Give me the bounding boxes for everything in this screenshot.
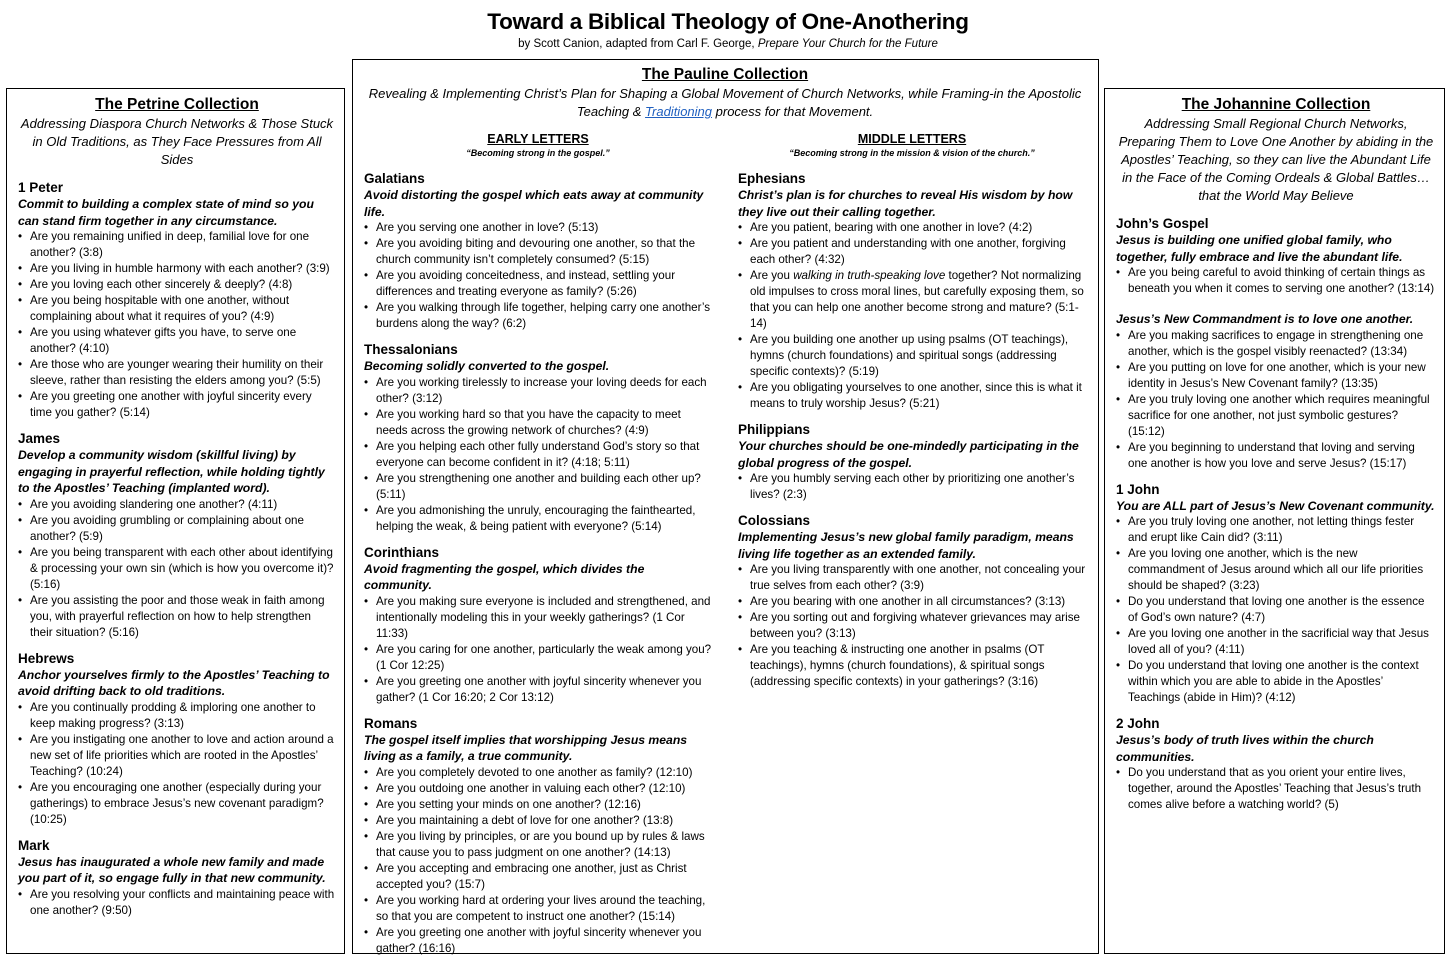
question-item: • Are you teaching & instructing one another in psalms (OT teachings), hymns (church foundations), & spiritual songs (addressing specific contexts) in your gatherings? (3:16) bbox=[738, 642, 1086, 690]
section-description: Avoid distorting the gospel which eats away at community life. bbox=[364, 188, 704, 219]
question-item: • Are you strengthening one another and building each other up? (5:11) bbox=[364, 471, 712, 503]
early-letters-sections bbox=[364, 170, 712, 957]
byline bbox=[0, 38, 1456, 50]
question-item: • Are you walking through life together, helping carry one another’s burdens along the way? (6:2) bbox=[364, 300, 712, 332]
question-item: • Are you putting on love for one another, which is your new identity in Jesus’s New Covenant family? (13:35) bbox=[1116, 360, 1436, 392]
section-heading: James bbox=[18, 431, 61, 446]
question-item: • Are you serving one another in love? (5:13) bbox=[364, 220, 712, 236]
section bbox=[1116, 715, 1436, 813]
question-list bbox=[738, 471, 1086, 503]
question-item: • Are you admonishing the unruly, encouraging the fainthearted, helping the weak, & being patient with everyone? (5:14) bbox=[364, 503, 712, 535]
question-item: • Are you obligating yourselves to one another, since this is what it means to truly worship Jesus? (5:21) bbox=[738, 380, 1086, 412]
question-item: • Do you understand that loving one another is the context within which you are able to abide in the Apostles’ Teachings (abide in Him)? (4:12) bbox=[1116, 658, 1436, 706]
question-list bbox=[364, 765, 712, 957]
question-item: • Are you assisting the poor and those weak in faith among you, with prayerful reflection on how to help strengthen their situation? (5:16) bbox=[18, 593, 336, 641]
question-item: • Are you maintaining a debt of love for one another? (13:8) bbox=[364, 813, 712, 829]
section-heading: Colossians bbox=[738, 513, 811, 528]
section-description: Commit to building a complex state of mind so you can stand firm together in any circumstance. bbox=[18, 197, 314, 228]
question-item: • Are you avoiding biting and devouring one another, so that the church community isn’t completely consumed? (5:15) bbox=[364, 236, 712, 268]
section-heading: Hebrews bbox=[18, 650, 75, 666]
question-item: • Are you greeting one another with joyful sincerity whenever you gather? (16:16) bbox=[364, 925, 712, 957]
section-heading: Ephesians bbox=[738, 171, 806, 186]
section-description: Becoming solidly converted to the gospel. bbox=[364, 359, 610, 373]
section bbox=[364, 715, 712, 957]
section-description: Jesus’s New Commandment is to love one another. bbox=[1116, 312, 1414, 326]
johannine-collection-panel bbox=[1104, 88, 1445, 954]
question-item: • Are you accepting and embracing one another, just as Christ accepted you? (15:7) bbox=[364, 861, 712, 893]
question-item: • Are you patient, bearing with one another in love? (4:2) bbox=[738, 220, 1086, 236]
question-item: • Are you making sure everyone is included and strengthened, and intentionally modeling this in your weekly gatherings? (1 Cor 11:33) bbox=[364, 594, 712, 642]
question-item: • Are you helping each other fully understand God’s story so that everyone can become confident in it? (4:18; 5:11) bbox=[364, 439, 712, 471]
question-item: • Are you greeting one another with joyful sincerity every time you gather? (5:14) bbox=[18, 389, 336, 421]
byline-author: by Scott Canion, adapted from Carl F. George, bbox=[518, 38, 755, 50]
section-description: Jesus is building one unified global family, who together, fully embrace and live the abundant life. bbox=[1116, 233, 1403, 264]
section bbox=[738, 512, 1086, 690]
section-heading: 2 John bbox=[1116, 716, 1160, 731]
question-item: • Are you loving one another in the sacrificial way that Jesus loved all of you? (4:11) bbox=[1116, 626, 1436, 658]
question-item: • Are you truly loving one another which requires meaningful sacrifice for one another, not just symbolic gestures? (15:12) bbox=[1116, 392, 1436, 440]
question-list bbox=[738, 562, 1086, 690]
question-item: • Are you outdoing one another in valuing each other? (12:10) bbox=[364, 781, 712, 797]
section bbox=[18, 430, 336, 641]
pauline-collection-panel bbox=[352, 59, 1099, 954]
question-item: • Are you truly loving one another, not letting things fester and erupt like Cain did? (3:11) bbox=[1116, 514, 1436, 546]
section-description: You are ALL part of Jesus’s New Covenant community. bbox=[1116, 498, 1435, 513]
section-heading: Thessalonians bbox=[364, 342, 458, 357]
petrine-subtitle: Addressing Diaspora Church Networks & Those Stuck in Old Traditions, as They Face Pressures from All Sides bbox=[20, 116, 334, 167]
section-heading: John’s Gospel bbox=[1116, 216, 1209, 231]
question-list bbox=[738, 220, 1086, 412]
section bbox=[738, 421, 1086, 503]
question-item: • Are you sorting out and forgiving whatever grievances may arise between you? (3:13) bbox=[738, 610, 1086, 642]
section-description: Jesus’s body of truth lives within the church communities. bbox=[1116, 733, 1374, 764]
question-item: • Are you avoiding conceitedness, and instead, settling your differences and treating everyone as family? (5:26) bbox=[364, 268, 712, 300]
section-description: Anchor yourselves firmly to the Apostles’ Teaching to avoid drifting back to old traditions. bbox=[18, 667, 330, 698]
question-item: • Are you setting your minds on one another? (12:16) bbox=[364, 797, 712, 813]
question-item: • Are you patient and understanding with one another, forgiving each other? (4:32) bbox=[738, 236, 1086, 268]
question-item: • Do you understand that as you orient your entire lives, together, around the Apostles’ Teaching that Jesus’s truth comes alive before a watching world? (5) bbox=[1116, 765, 1436, 813]
question-item: • Are you greeting one another with joyful sincerity whenever you gather? (1 Cor 16:20; 2 Cor 13:12) bbox=[364, 674, 712, 706]
question-item: • Are you working tirelessly to increase your loving deeds for each other? (3:12) bbox=[364, 375, 712, 407]
question-list bbox=[18, 887, 336, 919]
question-item: • Are you loving each other sincerely & deeply? (4:8) bbox=[18, 277, 336, 293]
question-list bbox=[18, 497, 336, 641]
section bbox=[1116, 311, 1436, 472]
middle-letters-quote: “Becoming strong in the mission & vision of the church.” bbox=[789, 148, 1035, 158]
johannine-sections bbox=[1116, 215, 1436, 813]
question-item: • Are you walking in truth-speaking love together? Not normalizing old impulses to cross moral lines, but carefully exposing them, so that you can help one another become strong and mature? (5:1-14) bbox=[738, 268, 1086, 332]
question-item: • Are you loving one another, which is the new commandment of Jesus around which all our life priorities should be shaped? (3:23) bbox=[1116, 546, 1436, 594]
section-description: Develop a community wisdom (skillful living) by engaging in prayerful reflection, while holding tightly to the Apostles’ Teaching (implanted word). bbox=[18, 448, 325, 495]
section-description: The gospel itself implies that worshipping Jesus means living as a family, a true community. bbox=[364, 732, 688, 763]
pauline-columns bbox=[364, 132, 1086, 957]
question-item: • Are you humbly serving each other by prioritizing one another’s lives? (2:3) bbox=[738, 471, 1086, 503]
question-item: • Are you being transparent with each other about identifying & processing your own sin (which is how you overcome it)? (5:16) bbox=[18, 545, 336, 593]
section-heading: 1 John bbox=[1116, 481, 1160, 497]
traditioning-link[interactable]: Traditioning bbox=[645, 104, 713, 119]
question-item: • Are you working hard at ordering your lives around the teaching, so that you are competent to instruct one another? (15:14) bbox=[364, 893, 712, 925]
question-item: • Are you working hard so that you have the capacity to meet needs across the growing network of churches? (4:9) bbox=[364, 407, 712, 439]
section bbox=[364, 170, 712, 332]
question-item: • Are you building one another up using psalms (OT teachings), hymns (church foundations) and spiritual songs (addressing specific contexts)? (5:19) bbox=[738, 332, 1086, 380]
middle-letters-column bbox=[728, 132, 1086, 957]
emphasis-phrase: walking in truth-speaking love bbox=[793, 269, 946, 282]
pauline-title: The Pauline Collection bbox=[641, 66, 809, 83]
question-item: • Are you bearing with one another in all circumstances? (3:13) bbox=[738, 594, 1086, 610]
question-item: • Are you continually prodding & imploring one another to keep making progress? (3:13) bbox=[18, 700, 336, 732]
section-heading: Galatians bbox=[364, 171, 425, 186]
question-item: • Are you being careful to avoid thinking of certain things as beneath you when it comes to serving one another? (13:14) bbox=[1116, 265, 1436, 297]
question-item: • Are you caring for one another, particularly the weak among you? (1 Cor 12:25) bbox=[364, 642, 712, 674]
page-title: Toward a Biblical Theology of One-Anothering bbox=[487, 9, 969, 34]
section bbox=[18, 650, 336, 828]
section bbox=[364, 341, 712, 535]
question-item: • Are you avoiding grumbling or complaining about one another? (5:9) bbox=[18, 513, 336, 545]
section bbox=[18, 837, 336, 919]
pauline-subtitle bbox=[364, 85, 1086, 121]
section-description: Christ’s plan is for churches to reveal His wisdom by how they live out their calling together. bbox=[738, 188, 1073, 219]
johannine-title: The Johannine Collection bbox=[1181, 96, 1371, 113]
johannine-subtitle: Addressing Small Regional Church Networks, Preparing Them to Love One Another by abiding in the Apostles’ Teaching, so they can live the Abundant Life in the Face of the Coming Ordeals & Global Battles… that the World May Believe bbox=[1118, 116, 1434, 203]
question-item: • Do you understand that loving one another is the essence of God’s own nature? (4:7) bbox=[1116, 594, 1436, 626]
question-item: • Are you avoiding slandering one another? (4:11) bbox=[18, 497, 336, 513]
question-item: • Are those who are younger wearing their humility on their sleeve, rather than resisting the elders among you? (5:5) bbox=[18, 357, 336, 389]
question-list bbox=[364, 594, 712, 706]
section bbox=[18, 179, 336, 421]
section-heading: Romans bbox=[364, 715, 418, 731]
section-description: Implementing Jesus’s new global family paradigm, means living life together as an extended family. bbox=[738, 530, 1074, 561]
question-list bbox=[1116, 765, 1436, 813]
section bbox=[364, 544, 712, 706]
early-letters-quote: “Becoming strong in the gospel.” bbox=[466, 148, 610, 158]
question-item: • Are you living by principles, or are you bound up by rules & laws that cause you to pass judgment on one another? (14:13) bbox=[364, 829, 712, 861]
question-item: • Are you beginning to understand that loving and serving one another is how you love and serve Jesus? (15:17) bbox=[1116, 440, 1436, 472]
question-list bbox=[18, 229, 336, 421]
question-item: • Are you encouraging one another (especially during your gatherings) to embrace Jesus’s new covenant paradigm? (10:25) bbox=[18, 780, 336, 828]
question-list bbox=[1116, 514, 1436, 706]
section-description: Avoid fragmenting the gospel, which divides the community. bbox=[364, 561, 645, 592]
question-list bbox=[364, 375, 712, 535]
section-description: Your churches should be one-mindedly participating in the global progress of the gospel. bbox=[738, 439, 1079, 470]
section bbox=[1116, 481, 1436, 707]
question-item: • Are you instigating one another to love and action around a new set of life priorities which are rooted in the Apostles’ Teaching? (10:24) bbox=[18, 732, 336, 780]
question-item: • Are you living transparently with one another, not concealing your true selves from each other? (3:9) bbox=[738, 562, 1086, 594]
question-item: • Are you using whatever gifts you have, to serve one another? (4:10) bbox=[18, 325, 336, 357]
petrine-sections bbox=[18, 179, 336, 919]
question-item: • Are you making sacrifices to engage in strengthening one another, which is the gospel visibly reenacted? (13:34) bbox=[1116, 328, 1436, 360]
section-description: Jesus has inaugurated a whole new family and made you part of it, so engage fully in that new community. bbox=[18, 854, 326, 885]
pauline-subtitle-end: process for that Movement. bbox=[715, 104, 874, 119]
section-heading: Corinthians bbox=[364, 544, 440, 560]
section bbox=[738, 170, 1086, 412]
question-list bbox=[1116, 265, 1436, 297]
question-list bbox=[364, 220, 712, 332]
section-heading: Philippians bbox=[738, 422, 811, 437]
section-heading: 1 Peter bbox=[18, 180, 64, 195]
question-list bbox=[1116, 328, 1436, 472]
question-item: • Are you completely devoted to one another as family? (12:10) bbox=[364, 765, 712, 781]
section bbox=[1116, 215, 1436, 297]
question-item: • Are you remaining unified in deep, familial love for one another? (3:8) bbox=[18, 229, 336, 261]
pauline-subtitle-text: Revealing & Implementing Christ’s Plan for Shaping a Global Movement of Church Networks, while Framing-in the Apostolic Teaching & bbox=[368, 86, 1082, 119]
question-list bbox=[18, 700, 336, 828]
petrine-title: The Petrine Collection bbox=[95, 96, 259, 113]
question-item: • Are you living in humble harmony with each another? (3:9) bbox=[18, 261, 336, 277]
question-item: • Are you being hospitable with one another, without complaining about what it requires of you? (4:9) bbox=[18, 293, 336, 325]
middle-letters-sections bbox=[738, 170, 1086, 690]
middle-letters-heading: MIDDLE LETTERS bbox=[857, 132, 967, 146]
early-letters-column bbox=[364, 132, 728, 957]
early-letters-heading: EARLY LETTERS bbox=[487, 132, 589, 146]
section-heading: Mark bbox=[18, 837, 50, 853]
petrine-collection-panel bbox=[6, 88, 345, 954]
byline-book: Prepare Your Church for the Future bbox=[757, 38, 938, 50]
question-item: • Are you resolving your conflicts and maintaining peace with one another? (9:50) bbox=[18, 887, 336, 919]
